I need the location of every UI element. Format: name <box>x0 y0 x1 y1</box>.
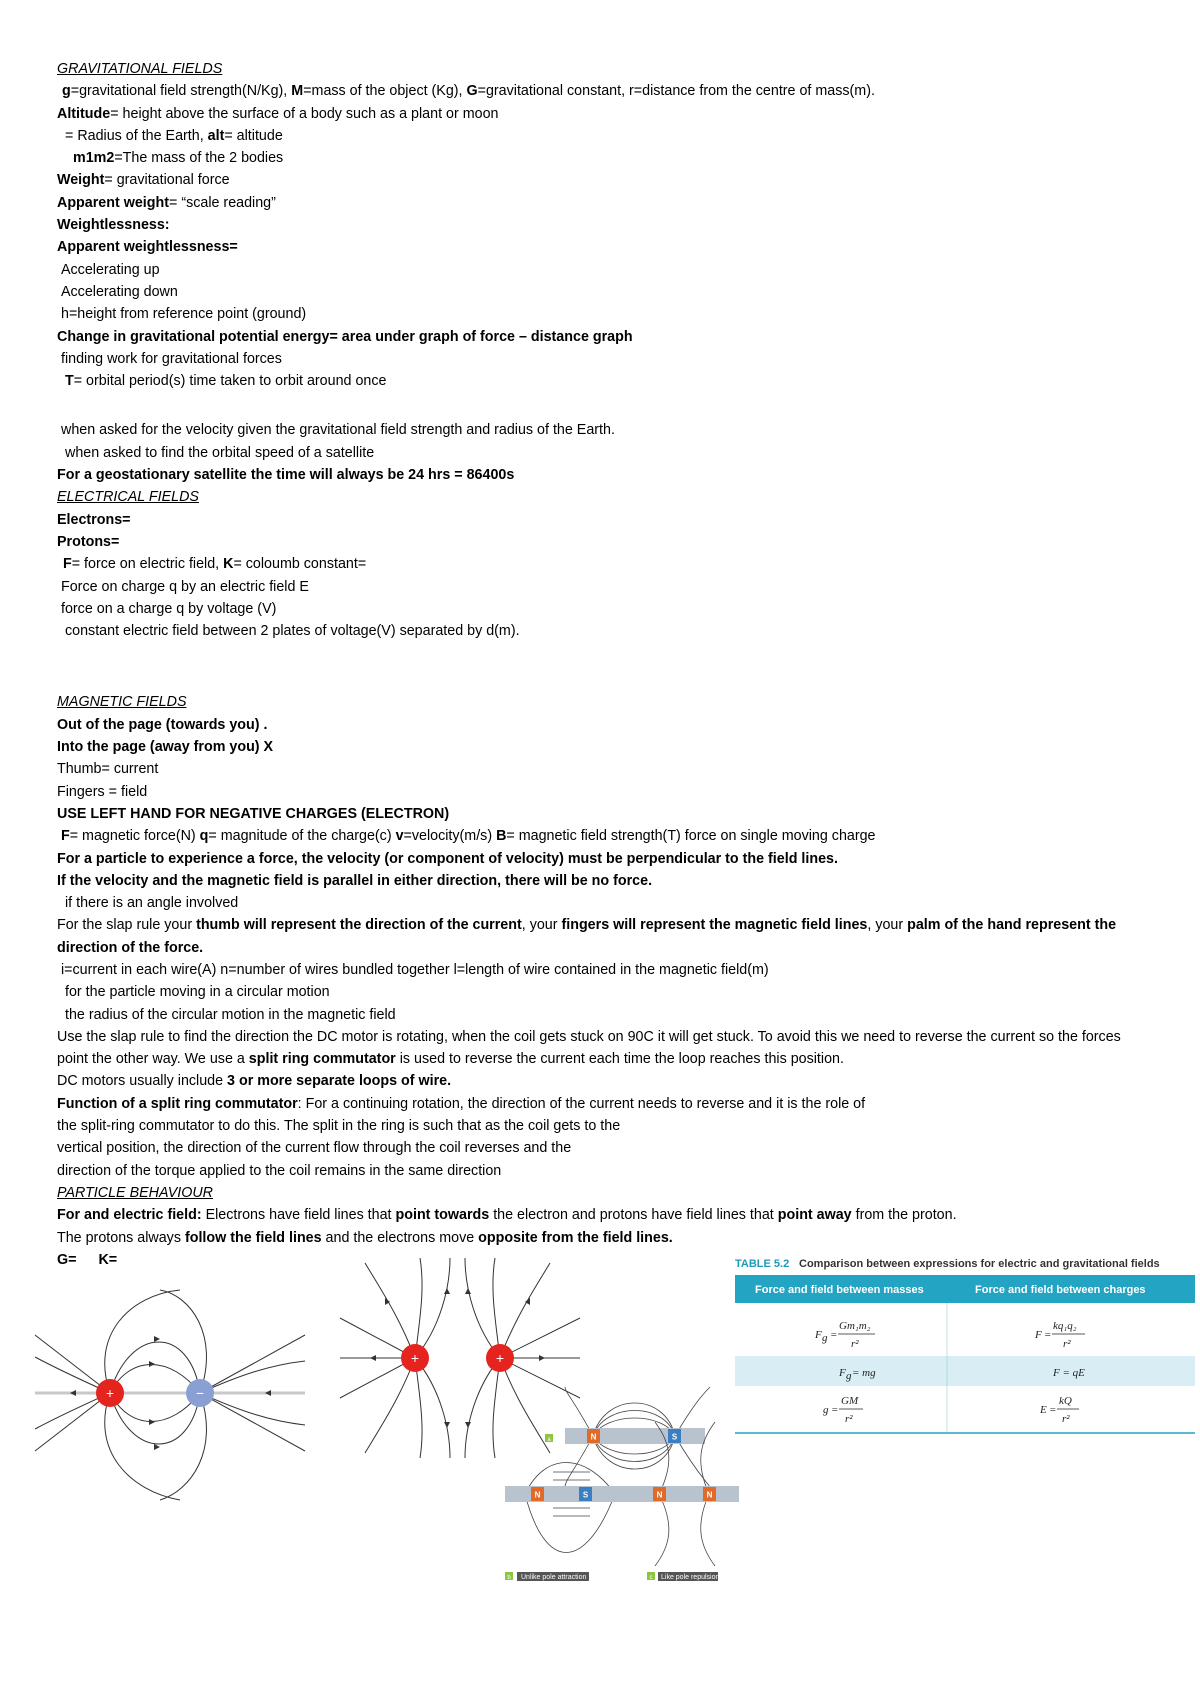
svg-text:+: + <box>410 1350 420 1366</box>
svg-text:S: S <box>671 1432 678 1442</box>
text-line: vertical position, the direction of the current flow through the coil reverses and the <box>57 1140 572 1157</box>
svg-text:=: = <box>830 1329 838 1341</box>
text-line: F= magnetic force(N) q= magnitude of the charge(c) v=velocity(m/s) B= magnetic field strength(T) force on single moving charge <box>61 828 876 845</box>
caption-c: Like pole repulsion <box>661 1574 720 1581</box>
text-line: Protons= <box>57 533 120 550</box>
text-line: For a particle to experience a force, the velocity (or component of velocity) must be perpendicular to the field lines. <box>57 850 838 867</box>
text-line: Change in gravitational potential energy= area under graph of force – distance graph <box>57 328 633 345</box>
svg-text:S: S <box>582 1490 589 1500</box>
text-line: direction of the torque applied to the coil remains in the same direction <box>57 1162 502 1179</box>
svg-text:F = qE: F = qE <box>1053 1367 1085 1379</box>
svg-text:b: b <box>507 1575 511 1581</box>
svg-text:N: N <box>534 1490 541 1500</box>
svg-text:r²: r² <box>851 1338 859 1350</box>
svg-text:N: N <box>656 1490 663 1500</box>
svg-text:c: c <box>649 1575 653 1581</box>
text-line: Apparent weightlessness= <box>57 239 238 256</box>
svg-text:F: F <box>839 1367 846 1379</box>
heading-particle: PARTICLE BEHAVIOUR <box>57 1184 213 1201</box>
svg-text:g: g <box>823 1404 829 1416</box>
text-line: finding work for gravitational forces <box>61 350 282 367</box>
text-line: Weightlessness: <box>57 217 170 234</box>
text-line: h=height from reference point (ground) <box>61 306 307 323</box>
heading-magnetic: MAGNETIC FIELDS <box>57 694 187 711</box>
table-title: Comparison between expressions for electric and gravitational fields <box>799 1258 1160 1270</box>
comparison-table <box>735 1255 1195 1445</box>
svg-text:N: N <box>590 1432 597 1442</box>
text-line: when asked for the velocity given the gravitational field strength and radius of the Earth. <box>61 422 615 439</box>
text-line: m1m2=The mass of the 2 bodies <box>73 150 284 167</box>
svg-text:kQ: kQ <box>1059 1395 1072 1407</box>
text-line: USE LEFT HAND FOR NEGATIVE CHARGES (ELECTRON) <box>57 805 450 822</box>
svg-text:=: = <box>1044 1329 1052 1341</box>
text-line: Into the page (away from you) X <box>57 739 274 756</box>
text-line: Force on charge q by an electric field E <box>61 578 309 595</box>
table-header-masses: Force and field between masses <box>755 1284 924 1296</box>
svg-text:r²: r² <box>1062 1413 1070 1425</box>
svg-text:g: g <box>846 1370 852 1382</box>
svg-text:=: = <box>1049 1404 1057 1416</box>
svg-text:F: F <box>1035 1329 1042 1341</box>
text-line: = Radius of the Earth, alt= altitude <box>65 127 283 144</box>
svg-text:= mg: = mg <box>852 1367 876 1379</box>
text-line: Fingers = field <box>57 783 148 800</box>
text-line: If the velocity and the magnetic field is parallel in either direction, there will be no force. <box>57 872 653 889</box>
caption-b: Unlike pole attraction <box>521 1574 587 1581</box>
text-line: Accelerating up <box>61 261 160 278</box>
document-body <box>57 58 1157 1271</box>
text-line: Weight= gravitational force <box>57 172 230 189</box>
text-line: Electrons= <box>57 511 131 528</box>
text-line: For and electric field: Electrons have field lines that point towards the electron and protons have field lines that point away from the proton. <box>57 1207 957 1224</box>
text-line: G= K= <box>57 1251 118 1268</box>
text-paragraph: For the slap rule your thumb will represent the direction of the current, your fingers will represent the magnetic field lines, your palm of the hand represent the direction of the force. <box>57 917 1117 956</box>
text-line: if there is an angle involved <box>65 895 239 912</box>
text-line: the radius of the circular motion in the magnetic field <box>65 1006 396 1023</box>
text-line: For a geostationary satellite the time will always be 24 hrs = 86400s <box>57 467 515 484</box>
text-line: force on a charge q by voltage (V) <box>61 600 277 617</box>
svg-text:kq₁q₂: kq₁q₂ <box>1053 1320 1077 1332</box>
svg-text:g: g <box>822 1332 828 1344</box>
text-line: Apparent weight= “scale reading” <box>57 194 276 211</box>
svg-text:a: a <box>547 1437 551 1443</box>
svg-text:N: N <box>706 1490 713 1500</box>
text-line: Altitude= height above the surface of a body such as a plant or moon <box>57 105 499 122</box>
table-header-charges: Force and field between charges <box>975 1284 1146 1296</box>
text-line: Out of the page (towards you) . <box>57 716 268 733</box>
svg-text:−: − <box>195 1385 205 1401</box>
text-line: T= orbital period(s) time taken to orbit around once <box>65 373 387 390</box>
heading-gravitational: GRAVITATIONAL FIELDS <box>57 61 223 77</box>
heading-electrical: ELECTRICAL FIELDS <box>57 489 199 506</box>
text-line: Function of a split ring commutator: For a continuing rotation, the direction of the current needs to reverse and it is the role of <box>57 1095 866 1112</box>
svg-text:F: F <box>815 1329 822 1341</box>
text-line: constant electric field between 2 plates of voltage(V) separated by d(m). <box>65 623 520 640</box>
svg-text:GM: GM <box>841 1395 859 1407</box>
text-line: the split-ring commutator to do this. The split in the ring is such that as the coil gets to the <box>57 1118 621 1135</box>
svg-text:+: + <box>495 1350 505 1366</box>
text-paragraph: Use the slap rule to find the direction the DC motor is rotating, when the coil gets stuck on 90C it will get stuck. To avoid this we need to reverse the current so the forces point the other way. We use a split ring commutator is used to reverse the current each time the loop reaches this position. DC motors usually include 3 or more separate loops of wire. <box>57 1028 1121 1090</box>
like-charges-field-diagram <box>340 1258 580 1458</box>
text-line: when asked to find the orbital speed of a satellite <box>65 444 375 461</box>
table-number: TABLE 5.2 <box>735 1258 790 1270</box>
text-line: Accelerating down <box>61 283 178 300</box>
text-line: i=current in each wire(A) n=number of wires bundled together l=length of wire contained in the magnetic field(m) <box>61 961 769 978</box>
svg-text:Gm₁m₂: Gm₁m₂ <box>839 1320 871 1332</box>
text-line: Thumb= current <box>57 761 159 778</box>
text-line: for the particle moving in a circular motion <box>65 984 330 1001</box>
svg-text:r²: r² <box>845 1413 853 1425</box>
svg-text:+: + <box>105 1385 115 1401</box>
text-line: The protons always follow the field lines and the electrons move opposite from the field lines. <box>57 1229 673 1246</box>
dipole-field-diagram <box>30 1295 310 1505</box>
svg-text:=: = <box>831 1404 839 1416</box>
text-line: F= force on electric field, K= coloumb constant= <box>63 556 367 573</box>
svg-text:E: E <box>1040 1404 1047 1416</box>
text-line: g=gravitational field strength(N/Kg), M=mass of the object (Kg), G=gravitational constant, r=distance from the centre of mass(m). <box>62 83 875 100</box>
svg-text:r²: r² <box>1063 1338 1071 1350</box>
